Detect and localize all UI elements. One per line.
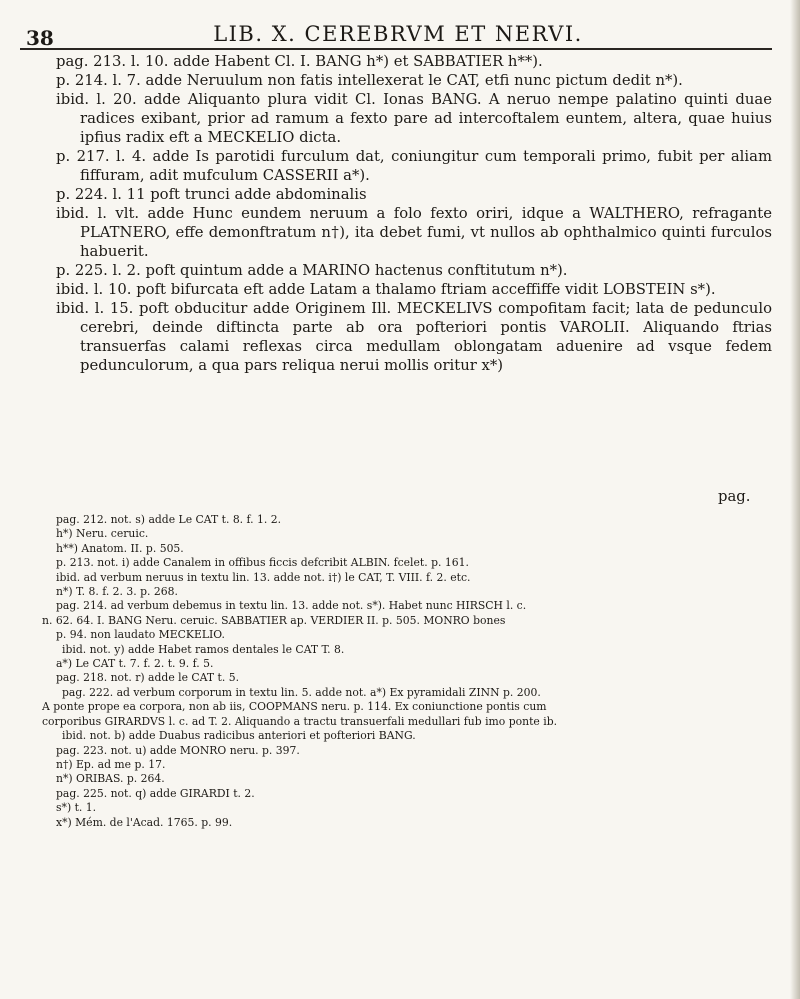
addendum-paragraph: p. 225. l. 2. poft quintum adde a MARINO hactenus conftitutum n*).: [56, 262, 568, 279]
footnote-line: h*) Neru. ceruic.: [56, 527, 149, 541]
footnote-line: pag. 218. not. r) adde le CAT t. 5.: [56, 671, 240, 685]
addendum-paragraph: p. 224. l. 11 poft trunci adde abdominalis: [56, 186, 367, 203]
page-edge-shadow: [790, 0, 800, 999]
footnote-line: p. 213. not. i) adde Canalem in offibus ficcis defcribit ALBIN. fcelet. p. 161.: [56, 556, 469, 570]
catchword: pag.: [718, 488, 751, 505]
footnote-line: ibid. not. b) adde Duabus radicibus anteriori et pofteriori BANG.: [62, 729, 416, 743]
footnote-line: p. 94. non laudato MECKELIO.: [56, 628, 225, 642]
footnote-line: ibid. not. y) adde Habet ramos dentales le CAT T. 8.: [62, 642, 345, 656]
footnote-line: x*) Mém. de l'Acad. 1765. p. 99.: [56, 815, 233, 829]
running-title: LIB. X. CEREBRVM ET NERVI.: [213, 22, 583, 46]
main-text: [56, 52, 772, 375]
footnote-line: ibid. ad verbum neruus in textu lin. 13. adde not. i†) le CAT, T. VIII. f. 2. etc.: [56, 570, 471, 584]
footnote-line: h**) Anatom. II. p. 505.: [56, 541, 184, 555]
footnote-line: corporibus GIRARDVS l. c. ad T. 2. Aliquando a tractu transuerfali medullari fub imo ponte ib.: [42, 714, 558, 728]
footnote-line: pag. 223. not. u) adde MONRO neru. p. 397.: [56, 743, 300, 757]
footnote-line: n†) Ep. ad me p. 17.: [56, 757, 166, 771]
addendum-paragraph: p. 214. l. 7. adde Neruulum non fatis intellexerat le CAT, etfi nunc pictum dedit n*).: [56, 72, 683, 89]
addendum-paragraph: ibid. l. 15. poft obducitur adde Originem Ill. MECKELIVS compofitam facit; lata de pedunculo cerebri, deinde diftincta parte ab ora pofteriori pontis VAROLII. Aliquando ftrias transuerfas calami reflexas circa medullam oblongatam aduenire ad vsque fedem pedunculorum, a qua pars reliqua nerui mollis oritur x*): [56, 300, 772, 374]
footnote-line: pag. 225. not. q) adde GIRARDI t. 2.: [56, 786, 255, 800]
footnote-line: pag. 214. ad verbum debemus in textu lin. 13. adde not. s*). Habet nunc HIRSCH l. c.: [56, 599, 527, 613]
footnote-line: A ponte prope ea corpora, non ab iis, COOPMANS neru. p. 114. Ex coniunctione pontis cum: [42, 700, 547, 714]
footnote-line: pag. 212. not. s) adde Le CAT t. 8. f. 1. 2.: [56, 513, 282, 526]
addendum-paragraph: p. 217. l. 4. adde Is parotidi furculum dat, coniungitur cum temporali primo, fubit per aliam fiffuram, adit mufculum CASSERII a*).: [56, 148, 772, 184]
header-rule: [20, 48, 772, 50]
addendum-paragraph: ibid. l. 10. poft bifurcata eft adde Latam a thalamo ftriam acceffiffe vidit LOBSTEIN s*).: [56, 281, 716, 298]
footnote-line: n. 62. 64. I. BANG Neru. ceruic. SABBATIER ap. VERDIER II. p. 505. MONRO bones: [42, 613, 506, 627]
footnotes: [42, 513, 772, 830]
addendum-paragraph: pag. 213. l. 10. adde Habent Cl. I. BANG h*) et SABBATIER h**).: [56, 53, 543, 70]
footnote-line: a*) Le CAT t. 7. f. 2. t. 9. f. 5.: [56, 657, 214, 671]
footnote-line: n*) ORIBAS. p. 264.: [56, 772, 165, 786]
addendum-paragraph: ibid. l. 20. adde Aliquanto plura vidit Cl. Ionas BANG. A neruo nempe palatino quinti duae radices exibant, prior ad ramum a fexto pare ad intercoftalem euntem, altera, quae huius ipfius radix eft a MECKELIO dicta.: [56, 91, 772, 146]
footnote-line: n*) T. 8. f. 2. 3. p. 268.: [56, 585, 178, 599]
footnote-line: pag. 222. ad verbum corporum in textu lin. 5. adde not. a*) Ex pyramidali ZINN p. 200.: [62, 685, 541, 699]
page-number: 38: [26, 26, 54, 50]
footnote-line: s*) t. 1.: [56, 801, 97, 815]
addendum-paragraph: ibid. l. vlt. adde Hunc eundem neruum a folo fexto oriri, idque a WALTHERO, refragante PLATNERO, effe demonftratum n†), ita debet fumi, vt nullos ab ophthalmico quinti furculos habuerit.: [56, 205, 772, 260]
